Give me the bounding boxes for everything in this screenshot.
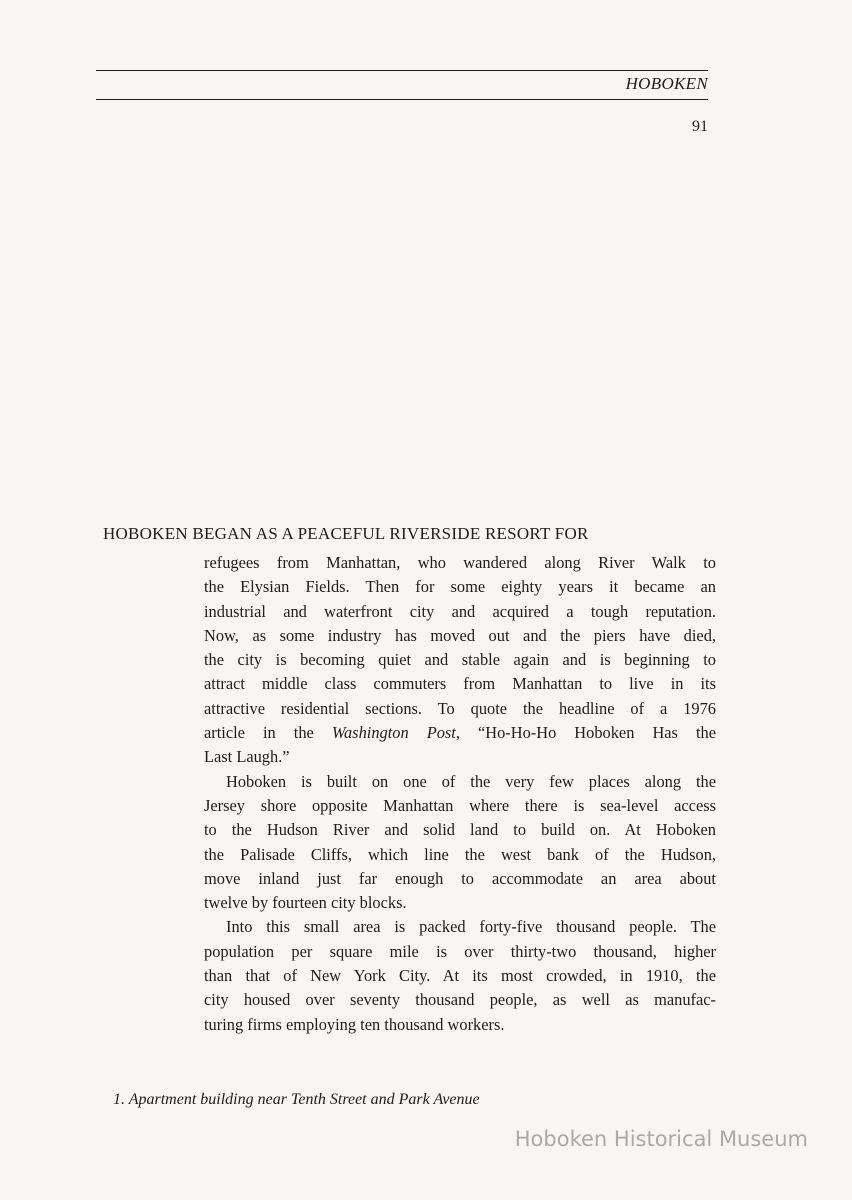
text-line: to the Hudson River and solid land to build on. At Hoboken	[204, 820, 716, 840]
text-line: Jersey shore opposite Manhattan where there is sea-level access	[204, 795, 716, 815]
text-line: Hoboken is built on one of the very few places along the	[226, 771, 716, 791]
text-line: Now, as some industry has moved out and the piers have died,	[204, 625, 716, 645]
publication-title: Washington Post	[331, 723, 456, 743]
text-line: attract middle class commuters from Manhattan to live in its	[204, 674, 716, 694]
text-line: Last Laugh.”	[204, 747, 290, 767]
text-line-with-citation	[204, 721, 716, 745]
text-line: the Elysian Fields. Then for some eighty years it became an	[204, 577, 716, 597]
text-line: twelve by fourteen city blocks.	[204, 893, 407, 913]
page-number: 91	[692, 118, 708, 135]
text-line: industrial and waterfront city and acquired a tough reputation.	[204, 601, 716, 621]
text-line: population per square mile is over thirty-two thousand, higher	[204, 941, 716, 961]
citation-suffix: , “Ho-Ho-Ho Hoboken Has the	[455, 723, 716, 743]
text-line: attractive residential sections. To quote the headline of a 1976	[204, 698, 716, 718]
header-rule-top	[96, 70, 708, 71]
text-line: move inland just far enough to accommodate an area about	[204, 868, 716, 888]
running-title: HOBOKEN	[625, 74, 708, 93]
museum-watermark: Hoboken Historical Museum	[514, 1127, 808, 1151]
text-line: refugees from Manhattan, who wandered along River Walk to	[204, 553, 716, 572]
text-line: than that of New York City. At its most crowded, in 1910, the	[204, 966, 716, 986]
article-body	[204, 551, 716, 1037]
text-line: Into this small area is packed forty-five thousand people. The	[226, 917, 716, 937]
citation-prefix: article in the	[204, 723, 332, 743]
text-line: the city is becoming quiet and stable again and is beginning to	[204, 650, 716, 670]
lead-in-heading: HOBOKEN BEGAN AS A PEACEFUL RIVERSIDE RESORT FOR	[103, 524, 589, 543]
figure-caption: 1. Apartment building near Tenth Street and Park Avenue	[113, 1091, 480, 1108]
text-line: turing firms employing ten thousand workers.	[204, 1014, 505, 1034]
text-line: city housed over seventy thousand people, as well as manufac-	[204, 990, 716, 1010]
text-line: the Palisade Cliffs, which line the west bank of the Hudson,	[204, 844, 716, 864]
header-rule-bottom	[96, 99, 708, 100]
